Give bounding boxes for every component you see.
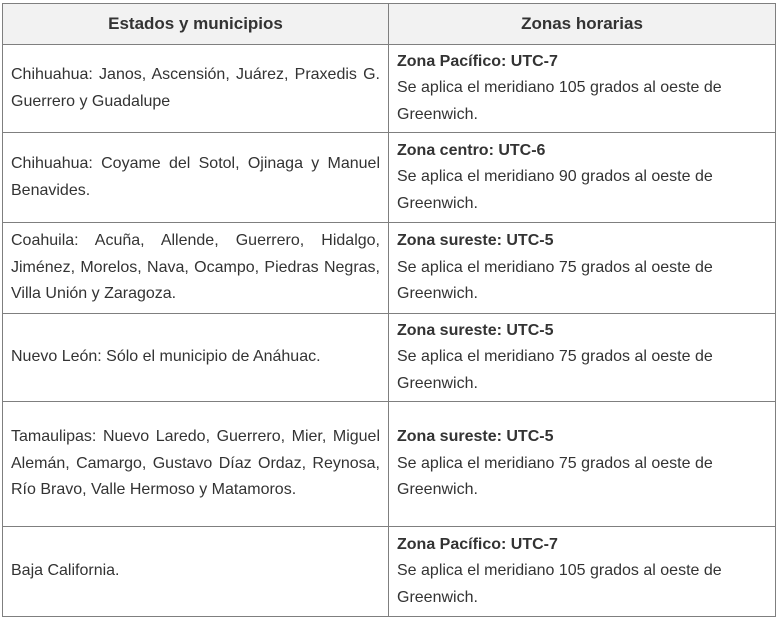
zona-cell (389, 402, 776, 527)
header-estados-municipios: Estados y municipios (3, 4, 389, 45)
header-zonas-horarias: Zonas horarias (389, 4, 776, 45)
zone-name: Zona sureste: UTC-5 (397, 232, 554, 250)
zone-name: Zona Pacífico: UTC-7 (397, 535, 558, 553)
table-body (3, 45, 776, 617)
estados-cell: Tamaulipas: Nuevo Laredo, Guerrero, Mier, Miguel Alemán, Camargo, Gustavo Díaz Ordaz, Reynosa, Río Bravo, Valle Hermoso y Matamoros. (3, 402, 389, 527)
estados-cell: Chihuahua: Janos, Ascensión, Juárez, Praxedis G. Guerrero y Guadalupe (3, 45, 389, 133)
table-row (3, 314, 776, 402)
table-row (3, 223, 776, 314)
time-zones-table (2, 3, 776, 617)
zone-description: Se aplica el meridiano 90 grados al oeste de Greenwich. (397, 168, 713, 212)
zone-description: Se aplica el meridiano 75 grados al oeste de Greenwich. (397, 348, 713, 392)
zone-description: Se aplica el meridiano 75 grados al oeste de Greenwich. (397, 454, 713, 499)
table-row (3, 402, 776, 527)
zona-cell (389, 314, 776, 402)
zone-name: Zona sureste: UTC-5 (397, 428, 554, 446)
table-row (3, 133, 776, 223)
zona-cell (389, 223, 776, 314)
estados-cell: Baja California. (3, 527, 389, 617)
table-row (3, 45, 776, 133)
estados-cell: Nuevo León: Sólo el municipio de Anáhuac. (3, 314, 389, 402)
header-row (3, 4, 776, 45)
table-row (3, 527, 776, 617)
estados-cell: Chihuahua: Coyame del Sotol, Ojinaga y Manuel Benavides. (3, 133, 389, 223)
table-header (3, 4, 776, 45)
zone-description: Se aplica el meridiano 75 grados al oeste de Greenwich. (397, 258, 713, 303)
estados-cell: Coahuila: Acuña, Allende, Guerrero, Hidalgo, Jiménez, Morelos, Nava, Ocampo, Piedras Negras, Villa Unión y Zaragoza. (3, 223, 389, 314)
zona-cell (389, 527, 776, 617)
zone-name: Zona sureste: UTC-5 (397, 321, 554, 339)
zone-description: Se aplica el meridiano 105 grados al oeste de Greenwich. (397, 79, 722, 123)
zone-name: Zona Pacífico: UTC-7 (397, 52, 558, 70)
zona-cell (389, 133, 776, 223)
zona-cell (389, 45, 776, 133)
zone-name: Zona centro: UTC-6 (397, 141, 546, 159)
zone-description: Se aplica el meridiano 105 grados al oeste de Greenwich. (397, 562, 722, 606)
